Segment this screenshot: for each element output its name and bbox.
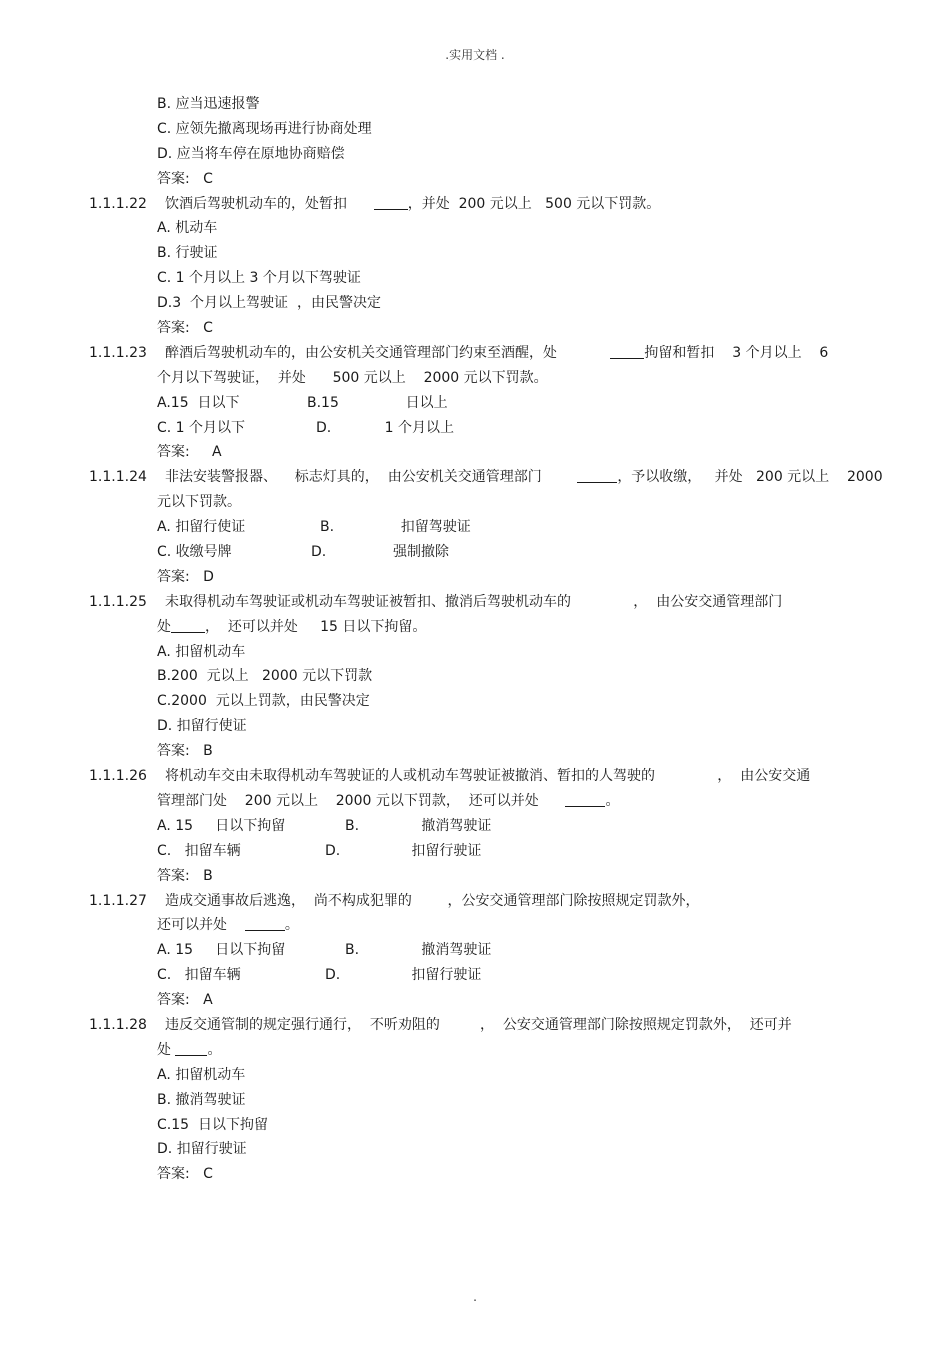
question-line <box>0 590 950 615</box>
option-line: C.2000 元以上罚款，由民警决定 <box>157 693 370 710</box>
text-fragment: 管理部门处 200 元以上 2000 元以下罚款， 还可以并处 <box>157 792 566 809</box>
option-right: B. 撤消驾驶证 <box>345 817 492 834</box>
question-text <box>165 889 700 914</box>
option-line: B. 撤消驾驶证 <box>157 1091 246 1108</box>
option-line: C.15 日以下拘留 <box>157 1116 268 1133</box>
option-pair <box>0 938 950 963</box>
option-line: 个月以下驾驶证， 并处 500 元以上 2000 元以下罚款。 <box>157 369 548 386</box>
text-fragment: 处 <box>157 1041 176 1058</box>
option-line: B. 应当迅速报警 <box>157 96 260 112</box>
text-fragment: 未取得机动车驾驶证或机动车驾驶证被暂扣、撤消后驾驶机动车的 ， 由公安交通管理部门 <box>165 593 783 610</box>
question-text <box>165 465 883 490</box>
question-text <box>165 192 660 217</box>
option-right: D. 扣留行驶证 <box>325 967 482 984</box>
answer-line: 答案: C <box>157 1166 213 1183</box>
text-fragment: 处 <box>157 618 171 635</box>
option-pair <box>0 416 950 441</box>
option-line: C. 1 个月以上 3 个月以下驾驶证 <box>157 270 361 287</box>
question-text <box>165 1013 792 1038</box>
answer-blank <box>565 792 605 807</box>
text-fragment: 还可以并处 <box>157 917 245 934</box>
option-left: A. 15 日以下拘留 <box>157 942 286 959</box>
text-fragment: 饮酒后驾驶机动车的，处暂扣 <box>165 195 374 212</box>
text-fragment: ，予以收缴， 并处 200 元以上 2000 <box>617 469 883 486</box>
text-fragment: 。 <box>207 1041 222 1058</box>
option-pair <box>0 839 950 864</box>
page-footer: . <box>473 1290 477 1304</box>
question-number: 1.1.1.27 <box>89 892 147 909</box>
text-fragment: ，并处 200 元以上 500 元以下罚款。 <box>407 195 661 212</box>
text-fragment: 醉酒后驾驶机动车的，由公安机关交通管理部门约束至酒醒，处 <box>165 344 611 361</box>
answer-blank <box>245 916 285 931</box>
question-line <box>0 1013 950 1038</box>
question-number: 1.1.1.25 <box>89 593 147 610</box>
option-line: C. 应领先撤离现场再进行协商处理 <box>157 120 372 137</box>
option-left: C. 扣留车辆 <box>157 842 241 859</box>
option-left: C. 扣留车辆 <box>157 967 241 984</box>
question-line <box>0 465 950 490</box>
question-line <box>0 192 950 217</box>
option-left: C. 1 个月以下 <box>157 419 246 436</box>
question-text <box>165 590 782 615</box>
option-line: D. 扣留行驶证 <box>157 1141 247 1158</box>
option-line: D. 扣留行使证 <box>157 718 247 735</box>
question-text <box>165 764 810 789</box>
option-right: D. 1 个月以上 <box>316 419 454 436</box>
question-number: 1.1.1.23 <box>89 344 147 361</box>
text-fragment: 将机动车交由未取得机动车驾驶证的人或机动车驾驶证被撤消、暂扣的人驾驶的 ， 由公安交通 <box>165 768 811 785</box>
answer-line: 答案: B <box>157 867 213 884</box>
option-left: A.15 日以下 <box>157 394 240 411</box>
option-pair <box>0 814 950 839</box>
question-line <box>0 764 950 789</box>
answer-line: 答案: A <box>157 992 213 1009</box>
answer-blank <box>577 468 617 483</box>
option-line: A. 机动车 <box>157 220 218 237</box>
option-pair <box>0 391 950 416</box>
answer-blank <box>610 344 644 359</box>
answer-line: 答案: D <box>157 568 214 585</box>
text-fragment: 。 <box>605 792 620 809</box>
question-number: 1.1.1.24 <box>89 469 147 486</box>
option-right: B.15 日以上 <box>307 394 448 411</box>
option-line: D. 应当将车停在原地协商赔偿 <box>157 145 345 162</box>
text-fragment: 。 <box>284 917 299 934</box>
option-right: B. 扣留驾驶证 <box>320 519 471 536</box>
option-pair <box>0 540 950 565</box>
page-header: .实用文档 . <box>445 48 505 62</box>
option-left: C. 收缴号牌 <box>157 544 232 561</box>
question-line <box>0 889 950 914</box>
question-continuation <box>0 789 950 814</box>
text-fragment: ， 还可以并处 15 日以下拘留。 <box>205 618 427 635</box>
option-line: B. 行驶证 <box>157 245 218 262</box>
answer-blank <box>175 1041 207 1056</box>
question-number: 1.1.1.22 <box>89 195 147 212</box>
option-line: B.200 元以上 2000 元以下罚款 <box>157 668 373 685</box>
answer-line: 答案: C <box>157 170 213 187</box>
option-line: A. 扣留机动车 <box>157 643 246 660</box>
text-fragment: 造成交通事故后逃逸， 尚不构成犯罪的 ，公安交通管理部门除按照规定罚款外， <box>165 892 700 909</box>
answer-line: 答案: A <box>157 444 222 461</box>
answer-line: 答案: C <box>157 320 213 337</box>
option-right: B. 撤消驾驶证 <box>345 942 492 959</box>
question-text <box>165 341 828 366</box>
option-left: A. 扣留行使证 <box>157 519 246 536</box>
text-fragment: 非法安装警报器、 标志灯具的， 由公安机关交通管理部门 <box>165 469 578 486</box>
text-fragment: 违反交通管制的规定强行通行， 不听劝阻的 ， 公安交通管理部门除按照规定罚款外， 还可并 <box>165 1016 792 1033</box>
option-line: D.3 个月以上驾驶证 ，由民警决定 <box>157 295 381 312</box>
document-body <box>0 92 950 1187</box>
question-continuation <box>0 913 950 938</box>
option-line: 元以下罚款。 <box>157 494 241 511</box>
option-right: D. 扣留行驶证 <box>325 842 482 859</box>
answer-blank <box>171 618 205 633</box>
text-fragment: 拘留和暂扣 3 个月以上 6 <box>644 344 829 361</box>
question-line <box>0 341 950 366</box>
question-continuation <box>0 1038 950 1063</box>
option-right: D. 强制撤除 <box>311 544 449 561</box>
question-number: 1.1.1.28 <box>89 1016 147 1033</box>
option-left: A. 15 日以下拘留 <box>157 817 286 834</box>
answer-line: 答案: B <box>157 743 213 760</box>
option-pair <box>0 515 950 540</box>
option-line: A. 扣留机动车 <box>157 1066 246 1083</box>
question-number: 1.1.1.26 <box>89 768 147 785</box>
answer-blank <box>374 195 408 210</box>
question-continuation <box>0 615 950 640</box>
option-pair <box>0 963 950 988</box>
